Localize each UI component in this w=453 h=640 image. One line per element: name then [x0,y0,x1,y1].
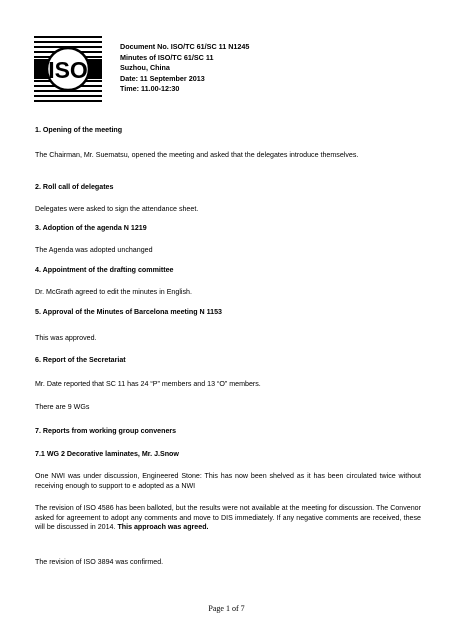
section-5-text: This was approved. [35,334,97,342]
document-header [120,42,249,95]
section-7-1-approach-agreed: This approach was agreed. [117,523,209,532]
section-3-heading: 3. Adoption of the agenda N 1219 [35,224,147,232]
section-4-text: Dr. McGrath agreed to edit the minutes in English. [35,288,192,296]
section-3-text: The Agenda was adopted unchanged [35,246,153,254]
section-6-text-2: There are 9 WGs [35,403,90,411]
section-7-heading: 7. Reports from working group conveners [35,427,177,435]
meeting-date: Date: 11 September 2013 [120,73,205,83]
section-2-text: Delegates were asked to sign the attendance sheet. [35,205,199,213]
document-number: Document No. ISO/TC 61/SC 11 N1245 [120,42,250,51]
section-7-1-text-2 [35,504,421,533]
section-1-text: The Chairman, Mr. Suematsu, opened the meeting and asked that the delegates introduce themselves. [35,151,359,159]
section-6-text-1: Mr. Date reported that SC 11 has 24 “P” members and 13 “O” members. [35,380,261,388]
section-7-1-text-1: One NWI was under discussion, Engineered Stone: This has now been shelved as it has been circulated twice without receiving enough to support to e adopted as a NWI [35,472,421,490]
section-2-heading: 2. Roll call of delegates [35,183,114,191]
section-5-heading: 5. Approval of the Minutes of Barcelona meeting N 1153 [35,308,222,316]
meeting-time: Time: 11.00-12:30 [120,84,180,93]
meeting-location: Suzhou, China [120,63,170,72]
section-1-heading: 1. Opening of the meeting [35,126,123,134]
minutes-title: Minutes of ISO/TC 61/SC 11 [120,52,214,62]
section-7-1-text-3: The revision of ISO 3894 was confirmed. [35,558,164,566]
section-7-1-text-2-body: The revision of ISO 4586 has been balloted, but the results were not available at the meeting for discussion. The Convenor asked for agreement to adopt any comments and move to DIS immediately. If any negative comments are received, these will be discussed in 2014. [35,504,421,532]
iso-logo [34,35,102,103]
page-number: Page 1 of 7 [208,604,245,613]
section-6-heading: 6. Report of the Secretariat [35,356,126,364]
iso-logo-text: ISO [48,57,88,83]
section-7-1-heading: 7.1 WG 2 Decorative laminates, Mr. J.Snow [35,450,179,458]
section-4-heading: 4. Appointment of the drafting committee [35,266,174,274]
